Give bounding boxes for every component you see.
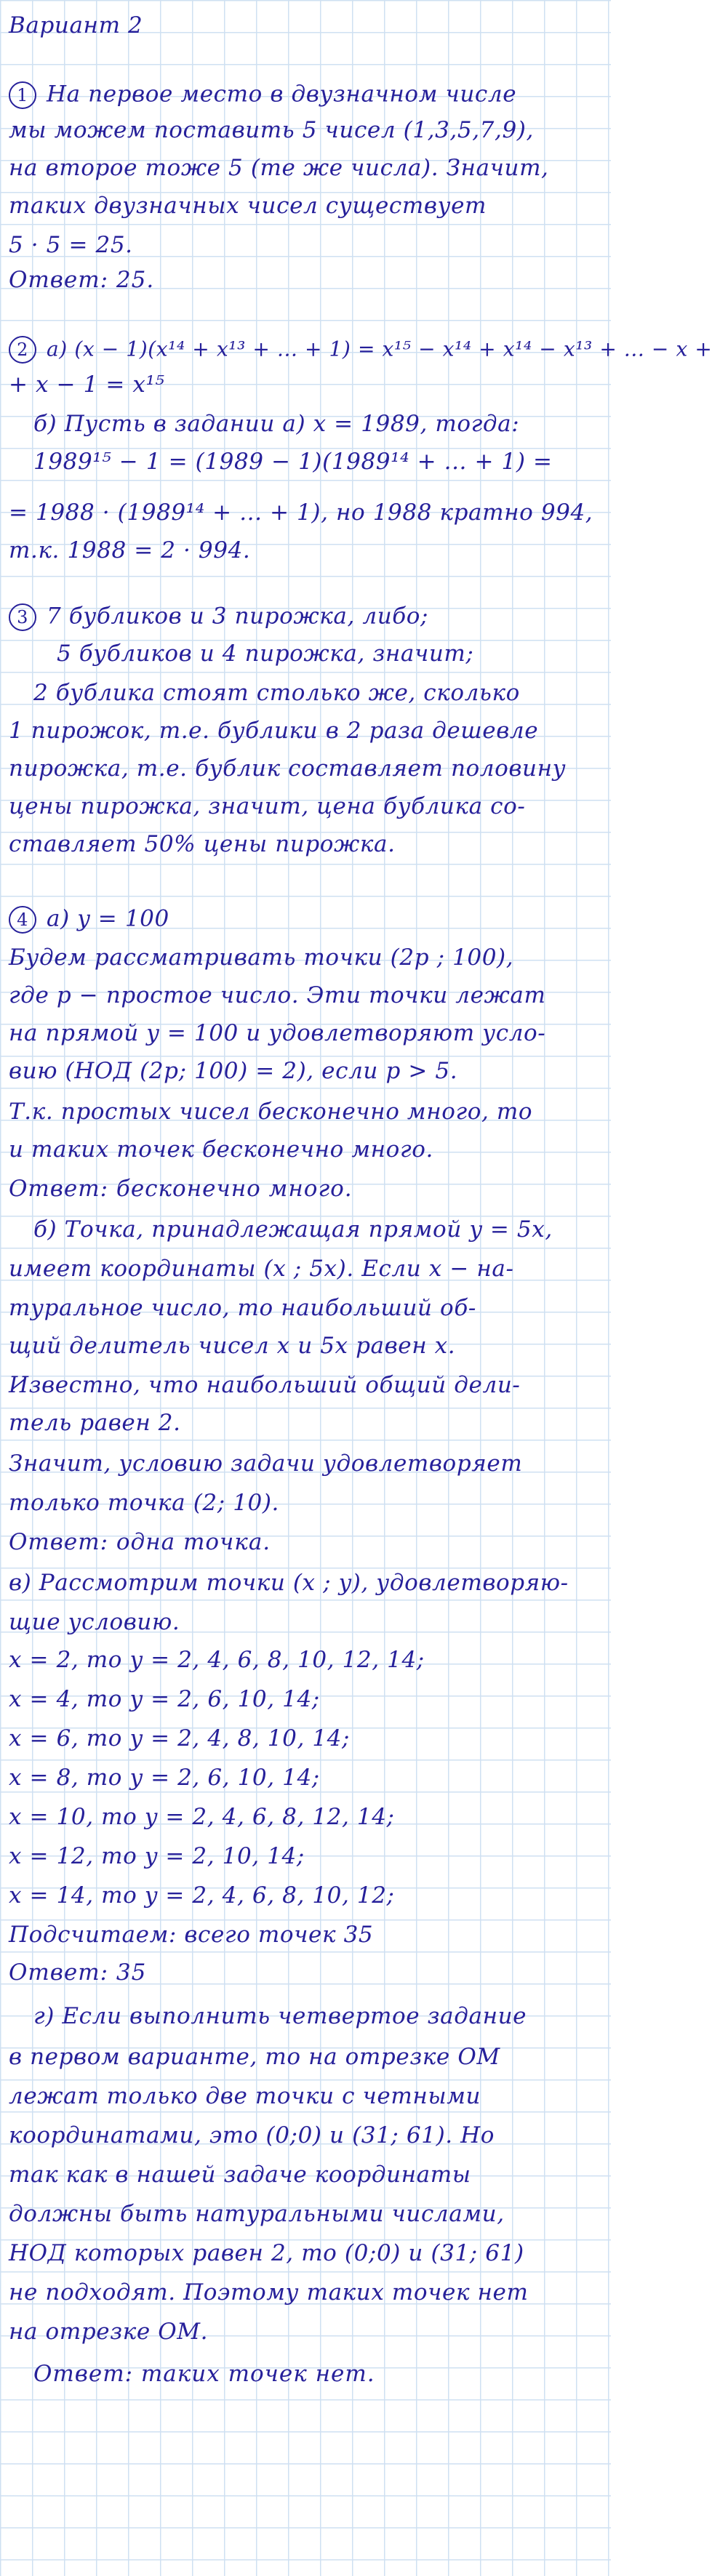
task-4v-answer: Ответ: 35: [9, 1959, 147, 1986]
task-4a-line-5: Т.к. простых чисел бесконечно много, то: [9, 1099, 533, 1125]
task-4-number: 4: [9, 906, 36, 934]
task-4v-row: x = 12, то y = 2, 10, 14;: [9, 1843, 305, 1869]
task-4b-answer: Ответ: одна точка.: [9, 1529, 271, 1555]
task-4g-line-1: г) Если выполнить четвертое задание: [33, 2003, 527, 2029]
task-2-number: 2: [9, 336, 36, 364]
task-4g-line-9: на отрезке OM.: [9, 2319, 209, 2345]
task-2-line-6: т.к. 1988 = 2 · 994.: [9, 537, 251, 563]
task-3-line-3: 2 бублика стоят столько же, сколько: [33, 680, 520, 706]
task-4b-line-2: имеет координаты (x ; 5x). Если x − на-: [9, 1256, 514, 1282]
task-4b-line-4: щий делитель чисел x и 5x равен x.: [9, 1333, 456, 1359]
task-3-line-2: 5 бубликов и 4 пирожка, значит;: [57, 641, 474, 667]
task-4a-line-4: вию (НОД (2p; 100) = 2), если p > 5.: [9, 1058, 458, 1084]
task-4a-answer: Ответ: бесконечно много.: [9, 1176, 353, 1202]
task-4v-total: Подсчитаем: всего точек 35: [9, 1922, 374, 1948]
task-3-line-7: ставляет 50% цены пирожка.: [9, 831, 396, 857]
task-2-line-4: 1989¹⁵ − 1 = (1989 − 1)(1989¹⁴ + ... + 1) =: [33, 449, 553, 475]
task-4g-line-5: так как в нашей задаче координаты: [9, 2162, 471, 2188]
page-title: Вариант 2: [9, 12, 143, 39]
task-2-line-3: б) Пусть в задании а) x = 1989, тогда:: [33, 411, 520, 437]
task-4v-row: x = 14, то y = 2, 4, 6, 8, 10, 12;: [9, 1882, 395, 1909]
task-4a-line-3: на прямой y = 100 и удовлетворяют усло-: [9, 1020, 546, 1046]
task-1-line-1: [9, 81, 516, 109]
task-4v-line-1: в) Рассмотрим точки (x ; y), удовлетворяю-: [9, 1570, 569, 1596]
task-4v-row: x = 6, то y = 2, 4, 8, 10, 14;: [9, 1725, 351, 1752]
task-4v-row: x = 10, то y = 2, 4, 6, 8, 12, 14;: [9, 1804, 395, 1830]
task-4g-line-3: лежат только две точки с четными: [9, 2083, 481, 2109]
task-1-number: 1: [9, 81, 36, 109]
task-1-line-2: мы можем поставить 5 чисел (1,3,5,7,9),: [9, 117, 534, 143]
task-4a-heading: а) y = 100: [47, 905, 169, 932]
task-4g-line-6: должны быть натуральными числами,: [9, 2201, 505, 2227]
task-4v-row: x = 2, то y = 2, 4, 6, 8, 10, 12, 14;: [9, 1647, 425, 1673]
task-4-heading: [9, 906, 169, 934]
task-1-line-4: таких двузначных чисел существует: [9, 193, 487, 219]
task-3-text-1: 7 бубликов и 3 пирожка, либо;: [47, 603, 429, 630]
task-4b-line-1: б) Точка, принадлежащая прямой y = 5x,: [33, 1216, 553, 1243]
task-4v-row: x = 8, то y = 2, 6, 10, 14;: [9, 1765, 320, 1791]
task-3-line-1: [9, 603, 428, 631]
task-3-line-4: 1 пирожок, т.е. бублики в 2 раза дешевле: [9, 718, 539, 744]
task-3-line-6: цены пирожка, значит, цена бублика со-: [9, 793, 526, 819]
task-4v-line-2: щие условию.: [9, 1609, 180, 1635]
task-3-number: 3: [9, 603, 36, 631]
task-4g-line-8: не подходят. Поэтому таких точек нет: [9, 2279, 529, 2306]
task-4b-line-6: тель равен 2.: [9, 1410, 181, 1436]
task-4g-answer: Ответ: таких точек нет.: [33, 2361, 375, 2387]
task-4a-line-1: Будем рассматривать точки (2p ; 100),: [9, 944, 514, 971]
task-4v-row: x = 4, то y = 2, 6, 10, 14;: [9, 1686, 320, 1712]
task-2-line-5: = 1988 · (1989¹⁴ + ... + 1), но 1988 кратно 994,: [9, 499, 593, 526]
task-4g-line-4: координатами, это (0;0) и (31; 61). Но: [9, 2122, 495, 2148]
task-3-line-5: пирожка, т.е. бублик составляет половину: [9, 755, 567, 782]
task-4b-line-5: Известно, что наибольший общий дели-: [9, 1372, 521, 1398]
task-1-text-1: На первое место в двузначном числе: [47, 81, 517, 108]
task-1-line-5: 5 · 5 = 25.: [9, 232, 133, 258]
task-2-line-1: [9, 336, 712, 364]
task-4a-line-6: и таких точек бесконечно много.: [9, 1136, 433, 1163]
task-4b-line-8: только точка (2; 10).: [9, 1490, 280, 1516]
task-4g-line-7: НОД которых равен 2, то (0;0) и (31; 61): [9, 2240, 524, 2266]
task-1-answer: Ответ: 25.: [9, 267, 155, 293]
task-4b-line-3: туральное число, то наибольший об-: [9, 1295, 476, 1321]
task-4a-line-2: где p − простое число. Эти точки лежат: [9, 982, 546, 1008]
task-4g-line-2: в первом варианте, то на отрезке OM: [9, 2044, 500, 2070]
task-2-text-1: а) (x − 1)(x¹⁴ + x¹³ + ... + 1) = x¹⁵ − x¹⁴ + x¹⁴ − x¹³ + ... − x +: [47, 337, 712, 361]
task-2-line-2: + x − 1 = x¹⁵: [9, 372, 165, 398]
task-1-line-3: на второе тоже 5 (те же числа). Значит,: [9, 155, 549, 181]
task-4b-line-7: Значит, условию задачи удовлетворяет: [9, 1450, 523, 1477]
